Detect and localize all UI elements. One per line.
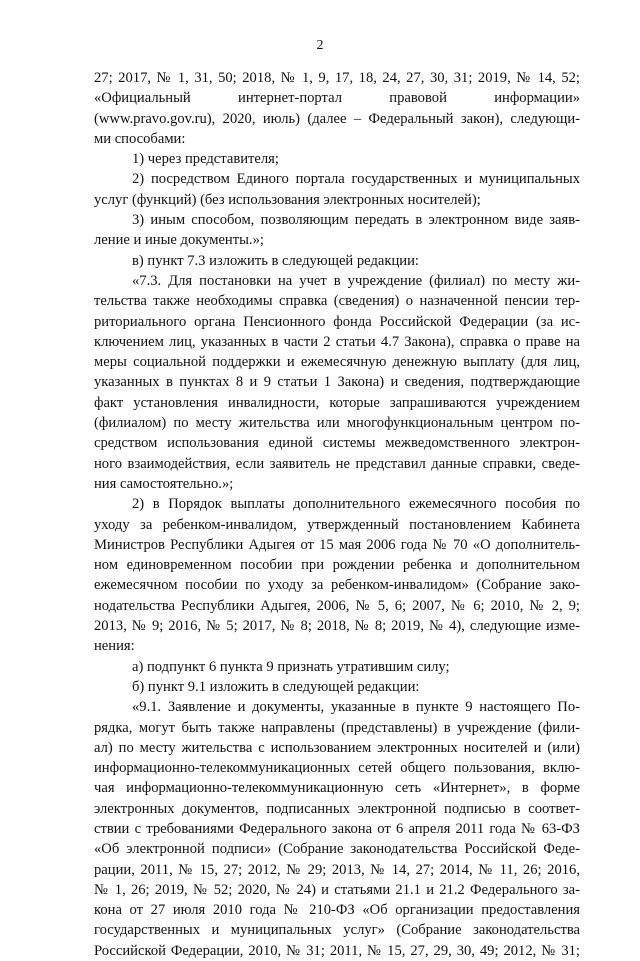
text-line: 27; 2017, № 1, 31, 50; 2018, № 1, 9, 17, 18, 24, 27, 30, 31; 2019, № 14, 52; [94, 70, 580, 86]
text-line: средством использования единой системы межведомственного электрон- [94, 435, 580, 452]
text-line: нения: [94, 638, 135, 655]
text-line: ном единовременном пособии при рождении ребенка и дополнительном [94, 557, 580, 574]
text-line: информационно-телекоммуникационных сетей общего пользования, вклю- [94, 760, 580, 777]
text-line: государственных и муниципальных услуг» (Собрание законодательства [94, 922, 580, 939]
text-line: «7.3. Для постановки на учет в учреждение (филиал) по месту жи- [132, 272, 580, 289]
text-line: 2013, № 9; 2016, № 5; 2017, № 8; 2018, № 8; 2019, № 4), следующие изме- [94, 618, 580, 635]
text-line: тельства также необходимы справка (сведения) о назначенной пенсии тер- [94, 293, 580, 310]
text-line: чая информационно-телекоммуникационную сеть «Интернет», в форме [94, 780, 580, 797]
text-line: ствии с требованиями Федерального закона от 6 апреля 2011 года № 63-ФЗ [94, 820, 580, 837]
text-line: факт установления инвалидности, которые запрашиваются учреждением [94, 394, 580, 411]
text-line: указанных в пунктах 8 и 9 статьи 1 Закона) и сведения, подтверждающие [94, 374, 580, 391]
text-line: 2) в Порядок выплаты дополнительного ежемесячного пособия по [132, 496, 580, 513]
text-line: ежемесячном пособии по уходу за ребенком-инвалидом» (Собрание зако- [94, 577, 580, 594]
text-line: «Официальный интернет-портал правовой информации» [94, 90, 580, 107]
text-line: 2) посредством Единого портала государственных и муниципальных [132, 171, 580, 188]
text-line: кона от 27 июля 2010 года № 210-ФЗ «Об организации предоставления [94, 902, 580, 919]
text-line: Российской Федерации, 2010, № 31; 2011, № 15, 27, 29, 30, 49; 2012, № 31; [94, 942, 580, 959]
text-line: (филиалом) по месту жительства или многофункциональным центром по- [94, 415, 580, 432]
text-line: рядка, могут быть также направлены (представлены) в учреждение (фили- [94, 719, 580, 736]
text-line: «Об электронной подписи» (Собрание законодательства Российской Феде- [94, 841, 580, 858]
text-line: (www.pravo.gov.ru), 2020, июль) (далее – Федеральный закон), следующи- [94, 110, 580, 127]
text-line: ния самостоятельно.»; [94, 475, 234, 492]
text-line: электронных документов, подписанных электронной подписью в соответ- [94, 800, 580, 817]
text-line: меры социальной поддержки и ежемесячную денежную выплату (для лиц, [94, 354, 580, 371]
page-number: 2 [316, 38, 324, 53]
text-line: «9.1. Заявление и документы, указанные в пункте 9 настоящего По- [132, 699, 580, 716]
text-line: ми способами: [94, 130, 186, 147]
text-line: ключением лиц, указанных в части 2 статьи 4.7 Закона), справка о праве на [94, 333, 580, 350]
text-line: ного взаимодействия, если заявитель не представил данные справки, сведе- [94, 455, 580, 472]
text-line: а) подпункт 6 пункта 9 признать утратившим силу; [132, 658, 450, 675]
text-line: № 1, 26; 2019, № 52; 2020, № 24) и статьями 21.1 и 21.2 Федерального за- [94, 881, 580, 898]
text-line: 1) через представителя; [132, 151, 279, 168]
document-body [94, 68, 580, 961]
text-line: ал) по месту жительства с использованием электронных носителей и (или) [94, 739, 580, 756]
text-line: услуг (функций) (без использования электронных носителей); [94, 191, 481, 208]
text-line: б) пункт 9.1 изложить в следующей редакции: [132, 678, 420, 695]
text-line: уходу за ребенком-инвалидом, утвержденный постановлением Кабинета [94, 516, 580, 533]
text-line: риториального органа Пенсионного фонда Российской Федерации (за ис- [94, 313, 580, 330]
text-line: рации, 2011, № 15, 27; 2012, № 29; 2013, № 14, 27; 2014, № 11, 26; 2016, [94, 861, 580, 878]
text-line: Министров Республики Адыгея от 15 мая 2006 года № 70 «О дополнитель- [94, 536, 580, 553]
text-line: нодательства Республики Адыгея, 2006, № 5, 6; 2007, № 6; 2010, № 2, 9; [94, 597, 580, 614]
text-line: в) пункт 7.3 изложить в следующей редакции: [132, 252, 419, 269]
text-line: ление и иные документы.»; [94, 232, 264, 249]
text-line: 3) иным способом, позволяющим передать в электронном виде заяв- [132, 212, 580, 229]
